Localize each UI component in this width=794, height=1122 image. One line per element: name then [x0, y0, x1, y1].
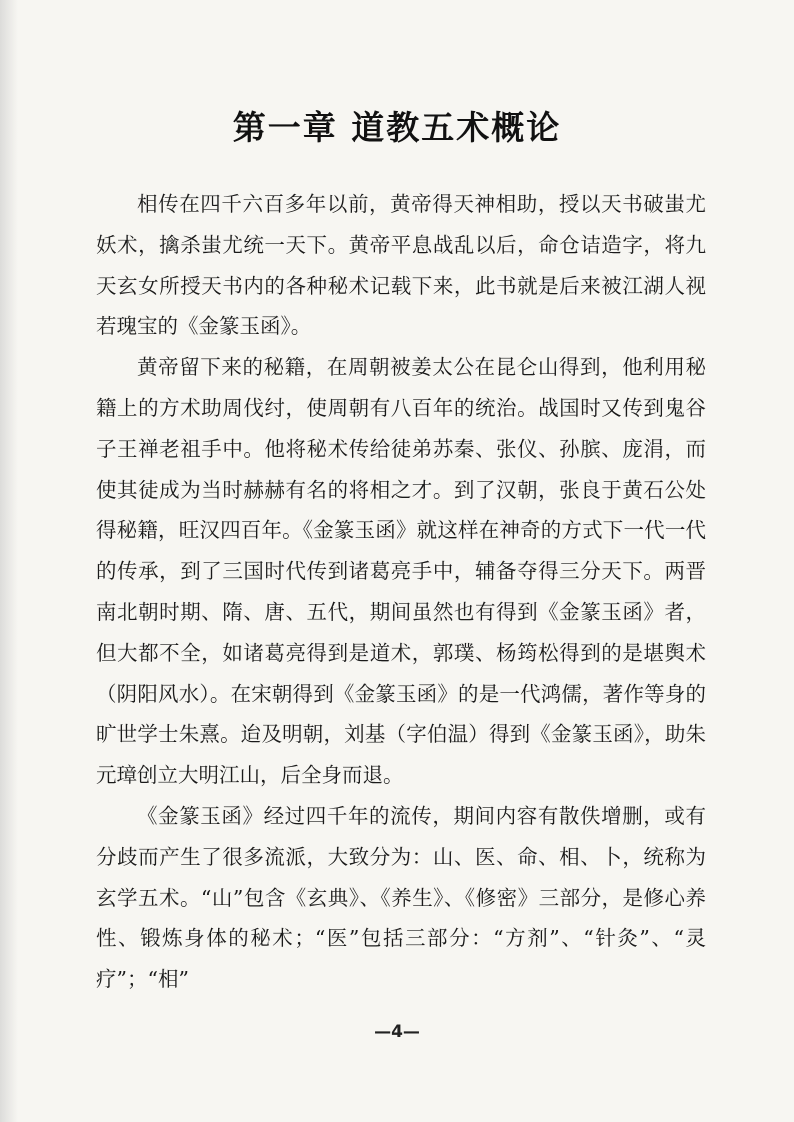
chapter-title: 第一章 道教五术概论: [232, 108, 562, 148]
scan-left-edge: [0, 0, 18, 1122]
paragraph-2: 黄帝留下来的秘籍，在周朝被姜太公在昆仑山得到，他利用秘籍上的方术助周伐纣，使周朝有八百年的统治。战国时又传到鬼谷子王禅老祖手中。他将秘术传给徒弟苏秦、张仪、孙膑、庞涓，而使其徒成为当时赫赫有名的将相之才。到了汉朝，张良于黄石公处得秘籍，旺汉四百年。《金篆玉函》就这样在神奇的方式下一代一代的传承，到了三国时代传到诸葛亮手中，辅备夺得三分天下。两晋南北朝时期、隋、唐、五代，期间虽然也有得到《金篆玉函》者，但大都不全，如诸葛亮得到是道术，郭璞、杨筠松得到的是堪舆术（阴阳风水）。在宋朝得到《金篆玉函》的是一代鸿儒，著作等身的旷世学士朱熹。迨及明朝，刘基（字伯温）得到《金篆玉函》，助朱元璋创立大明江山，后全身而退。: [96, 355, 706, 788]
paragraph-3: 《金篆玉函》经过四千年的流传，期间内容有散佚增删，或有分歧而产生了很多流派，大致分为：山、医、命、相、卜，统称为玄学五术。“山”包含《玄典》、《养生》、《修密》三部分，是修心养性、锻炼身体的秘术；“医”包括三部分：“方剂”、“针灸”、“灵疗”；“相”: [96, 803, 706, 992]
paragraph-1: 相传在四千六百多年以前，黄帝得天神相助，授以天书破蚩尤妖术，擒杀蚩尤统一天下。黄帝平息战乱以后，命仓诘造字，将九天玄女所授天书内的各种秘术记载下来，此书就是后来被江湖人视若瑰宝的《金篆玉函》。: [96, 192, 706, 339]
page-number: —4—: [374, 1022, 420, 1042]
body-text: [96, 184, 706, 1000]
